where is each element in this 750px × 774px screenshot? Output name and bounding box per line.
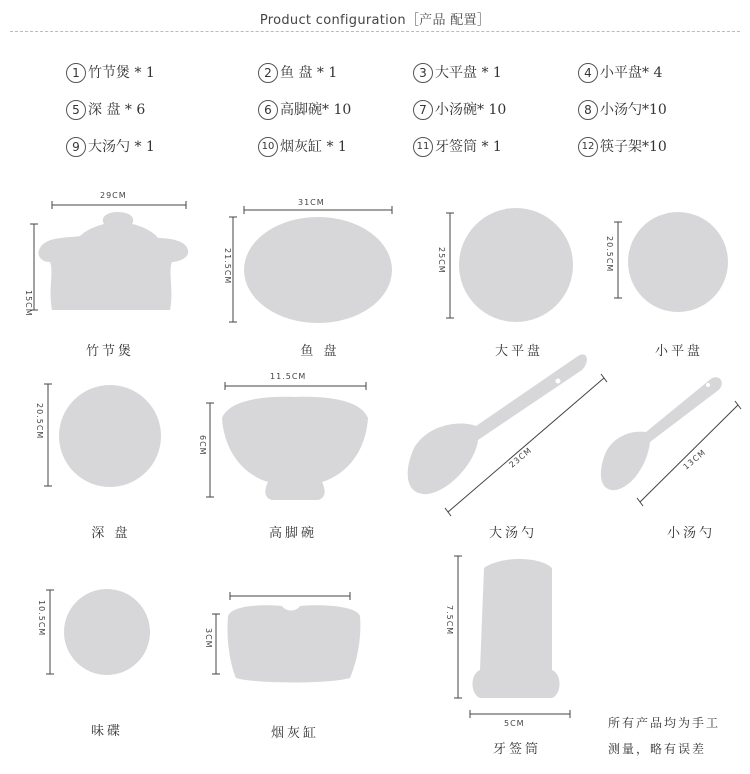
number-badge: 8	[578, 100, 598, 120]
item-label: 烟灰缸	[270, 726, 319, 741]
dim-label: 15CM	[24, 290, 33, 317]
dim-label: 25CM	[437, 247, 446, 274]
bowl-illustration	[198, 372, 368, 500]
dim-label: 10.5CM	[37, 600, 46, 637]
big-plate-shape	[459, 208, 573, 322]
dim-label: 3CM	[204, 628, 213, 649]
dim-label: 7.5CM	[445, 605, 454, 636]
config-text: 深 盘 * 6	[88, 102, 146, 118]
dim-label: 5CM	[504, 719, 525, 728]
item-label: 大汤勺	[488, 526, 537, 541]
bowl-shape	[222, 397, 368, 500]
dim-label: 20.5CM	[35, 403, 44, 440]
item-label: 高脚碗	[268, 526, 317, 541]
deep-plate-shape	[59, 385, 161, 487]
item-label: 小汤勺	[666, 526, 715, 541]
item-label: 牙签筒	[492, 742, 541, 757]
item-label: 味碟	[90, 724, 123, 739]
fish-plate-illustration	[223, 198, 392, 323]
dim-label: 21.5CM	[223, 248, 232, 285]
config-text: 筷子架*10	[600, 139, 667, 155]
toothpick-holder-illustration	[445, 556, 570, 728]
dim-label: 6CM	[198, 435, 207, 456]
small-spoon-shape	[601, 377, 722, 490]
number-badge: 5	[66, 100, 86, 120]
dim-label: 31CM	[298, 198, 325, 207]
config-text: 大汤勺 * 1	[88, 139, 155, 155]
dim-label: 11.5CM	[270, 372, 307, 381]
number-badge: 9	[66, 137, 86, 157]
config-text: 竹节煲 * 1	[88, 65, 155, 81]
dish-shape	[64, 589, 150, 675]
config-text: 烟灰缸 * 1	[280, 139, 347, 155]
config-text: 大平盘 * 1	[435, 65, 502, 81]
pot-shape	[38, 212, 188, 310]
config-text: 小平盘* 4	[600, 65, 663, 81]
pot-illustration	[24, 191, 188, 317]
dim-label: 29CM	[100, 191, 127, 200]
number-badge: 10	[258, 137, 278, 157]
toothpick-holder-shape	[473, 559, 560, 698]
measurement-note-line2: 测量，略有误差	[608, 742, 707, 756]
big-spoon-shape	[408, 354, 587, 494]
number-badge: 6	[258, 100, 278, 120]
spoon-hole	[556, 379, 561, 384]
config-text: 小汤碗* 10	[435, 102, 507, 118]
item-label: 鱼 盘	[300, 344, 340, 359]
number-badge: 7	[413, 100, 433, 120]
spoon-hole	[706, 383, 710, 387]
fish-plate-shape	[244, 217, 392, 323]
deep-plate-illustration	[35, 384, 161, 487]
config-text: 小汤勺*10	[600, 102, 667, 118]
number-badge: 4	[578, 63, 598, 83]
number-badge: 2	[258, 63, 278, 83]
config-text: 牙签筒 * 1	[435, 139, 502, 155]
dim-label: 23CM	[507, 445, 534, 470]
number-badge: 3	[413, 63, 433, 83]
config-text: 高脚碗* 10	[280, 102, 352, 118]
small-plate-shape	[628, 212, 728, 312]
small-spoon-illustration	[601, 377, 741, 506]
page-title: Product configuration［产品 配置］	[259, 13, 491, 28]
dim-label: 13CM	[681, 447, 708, 472]
measurement-note-line1: 所有产品均为手工	[608, 716, 721, 730]
item-label: 大平盘	[494, 344, 543, 359]
ashtray-shape	[227, 605, 360, 682]
big-plate-illustration	[437, 208, 573, 322]
config-text: 鱼 盘 * 1	[280, 65, 338, 81]
dim-label: 20.5CM	[605, 236, 614, 273]
dish-illustration	[37, 589, 150, 675]
item-label: 深 盘	[91, 526, 131, 541]
ashtray-illustration	[204, 592, 360, 683]
small-plate-illustration	[605, 212, 728, 312]
big-spoon-illustration	[408, 354, 607, 516]
number-badge: 11	[413, 137, 433, 157]
number-badge: 1	[66, 63, 86, 83]
number-badge: 12	[578, 137, 598, 157]
item-label: 竹节煲	[85, 344, 134, 359]
item-label: 小平盘	[654, 344, 703, 359]
